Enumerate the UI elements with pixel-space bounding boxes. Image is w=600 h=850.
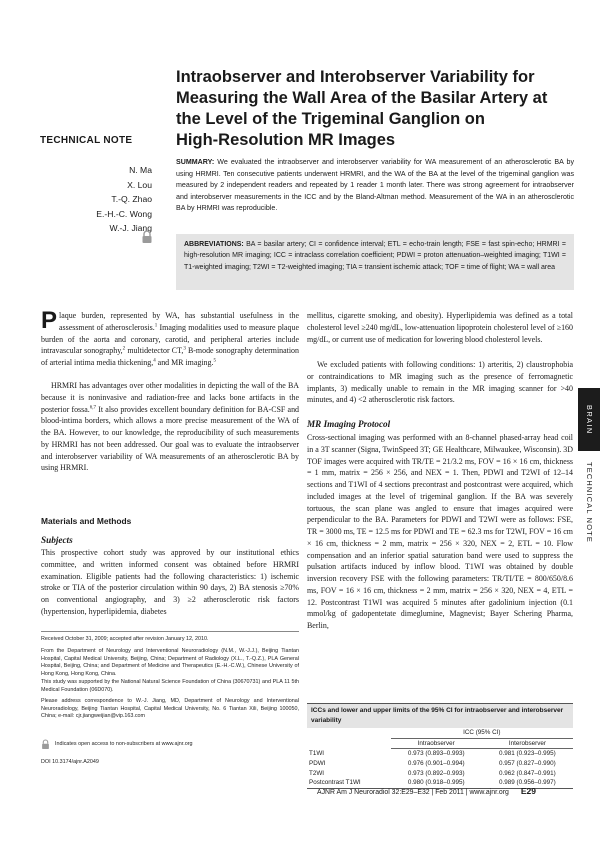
icc-table [307,703,573,789]
paragraph: Cross-sectional imaging was performed with an 8-channel phased-array head coil in a 3T scanner (Signa, TwinSpeed 3T; GE Healthcare, Milwaukee, Wisconsin). 3D TOF images were acquired with TR/TE = 21/3.2 ms, FOV = 16 × 16 cm, thickness = 1 mm, matrix = 256 × 256, and NEX = 1. Then, PDWI and T2WI of 12–14 sections and T1WI of 4 sections precontrast and postcontrast were acquired, which included images at the level of trigeminal ganglion. If the BA was severely tortuous, the scan plane was angled to ensure that images acquired were perpendicular to the BA. Parameters for PDWI and T2WI were as follows: FSE, TR = 3000 ms, TE = 12.5 ms for PDWI and TE = 62.3 ms for T2WI, FOV = 16 cm × 16 cm, thickness = 2 mm, matrix = 256 × 320, NEX = 2, ETL = 10. Flow compensation and an inferior spatial saturation band were used to suppress the pulsation artifacts induced by inflow blood. T1WI was obtained by double inversion recovery FSE with the following parameters: TR/TI/TE = 800/650/8.6 ms, FOV = 16 × 16 cm, thickness = 2 mm, matrix = 256 × 320, NEX = 4, ETL = 12. Postcontrast T1WI was acquired 5 minutes after gadolinium injection (0.1 mmol/kg of gadopentetate dimeglumine, Magnevist; Bayer Schering Pharma, Berlin, [307,433,573,630]
table-group-header: ICC (95% CI) [391,728,573,738]
summary-label: SUMMARY: [176,158,215,166]
page-number: E29 [520,786,536,796]
table-row [307,758,573,768]
footnote: Please address correspondence to W.-J. Jiang, MD, Department of Neurology and Interventional Neuroradiology, Beijing Tiantan Hospital, Capital Medical University, No. 6 Tiantan Xili, Beijing 100050, China; e-mail: cjr.jiangweijian@vip.163.com [41,698,299,720]
right-column-p1 [307,310,573,345]
ref: 3 [183,346,186,352]
ref: 4 [153,358,156,364]
table-cell: Postcontrast T1WI [307,778,391,788]
paragraph: We excluded patients with following conditions: 1) arteritis, 2) claustrophobia or contraindications to MR imaging such as the presence of ferromagnetic implants, 3) medically unable to remain in the MR imaging scanner for >40 minutes, and 4) <2 atherosclerotic risk factors. [307,360,573,405]
abbreviations-label: ABBREVIATIONS: [184,241,244,248]
summary-text: We evaluated the intraobserver and interobserver variability for WA measurement of an atherosclerotic BA by using HRMRI. Ten consecutive patients underwent HRMRI, and the WA of the BA at the level of the trigeminal ganglion was measured by 2 independent readers and repeated by 1 reader 1 month later. There was strong agreement for intraobserver and interobserver measurements in the ICC and by the Bland-Altman method. Measurement of the WA in an atherosclerotic BA by HRMRI was reproducible. [176,158,574,213]
author: N. Ma [129,165,152,175]
abbreviations-text: BA = basilar artery; CI = confidence interval; ETL = echo-train length; FSE = fast spin-echo; HRMRI = high-resolution MR imaging; ICC = intraclass correlation coefficient; PDWI = proton attenuation–weighted imaging; T1WI = T1-weighted imaging; T2WI = T2-weighted imaging; TIA = transient ischemic attack; TOF = time of flight; WA = wall area [184,241,566,271]
ref: 5 [213,358,216,364]
author: X. Lou [127,179,152,190]
title-line-2: Measuring the Wall Area of the Basilar Artery at [176,89,548,107]
table-body [307,728,573,789]
drop-cap: P [41,307,58,334]
intro-paragraph [41,307,299,369]
table-row [307,748,573,758]
intro-text: laque burden, represented by WA, has substantial usefulness in the assessment of atherosclerosis. [59,311,299,332]
paragraph-text: It also provides excellent boundary definition for BA-CSF and blood-intima borders, which allows a more precise measurement of the WA of the BA. However, to our knowledge, the reproducibility of such measurements by HRMRI has not been addressed. Our goal was to evaluate the intraobserver and interobserver variability of WA measurements of an atherosclerotic BA by using HRMRI. [41,404,300,473]
title-line-1: Intraobserver and Interobserver Variability for [176,68,535,86]
table-cell: T2WI [309,769,325,777]
table-cell: 0.981 (0.923–0.995) [499,749,556,757]
footnote-rule [41,631,299,632]
summary [176,157,574,215]
footnote: Received October 31, 2009; accepted after revision January 12, 2010. [41,636,209,642]
paragraph: This prospective cohort study was approved by our institutional ethics committee, and written informed consent was obtained before HRMRI examination. Eligible patients had the following characteristics: 1) ischemic stroke or TIA of the posterior circulation within 90 days, 2) BA stenosis ≥70% on conventional angiography, and 3) ≥2 atherosclerotic risk factors (hypertension, hyperlipidemia, diabetes [41,548,299,616]
author: T.-Q. Zhao [111,194,152,204]
table-col-header: Interobserver [482,738,573,748]
table-cell: PDWI [309,759,326,767]
table-cell: 0.989 (0.956–0.997) [482,778,573,788]
table-cell: 0.980 (0.918–0.995) [391,778,482,788]
page-footer [317,786,536,796]
intro-text: Imaging modalities used to measure plaque burden of the aorta and coronary, carotid, and peripheral arteries include intravascular sonography, [41,322,299,356]
table-col-header: Intraobserver [391,738,482,748]
table-cell: 0.957 (0.827–0.990) [499,759,556,767]
abbreviations-box [176,234,574,290]
table-cell: 0.962 (0.847–0.991) [499,769,556,777]
side-tab-technical-note: TECHNICAL NOTE [585,462,594,543]
article-title [176,67,571,151]
table-title: ICCs and lower and upper limits of the 95% CI for intraobserver and interobserver variability [307,703,573,728]
paragraph [41,380,299,474]
left-column-p2 [41,380,299,474]
section-label: TECHNICAL NOTE [40,135,133,146]
table-cell: 0.973 (0.893–0.993) [407,749,465,757]
intro-text: multidetector CT, [125,346,184,356]
open-access-note: Indicates open access to non-subscribers at www.ajnr.org [55,741,193,747]
title-line-4: High-Resolution MR Images [176,131,396,149]
right-column-p2 [307,359,573,406]
paragraph: mellitus, cigarette smoking, and obesity). Hyperlipidemia was defined as a total cholesterol level ≥240 mg/dL, low-attenuation lipoprotein cholesterol level of ≥160 mg/dL, or current use of medication for lowering blood cholesterol levels. [307,311,573,344]
protocol-heading: MR Imaging Protocol [307,419,391,429]
intro-text: and MR imaging. [155,358,214,367]
table-row [307,768,573,778]
methods-heading: Materials and Methods [41,516,132,526]
ref: 2 [122,346,126,352]
lock-icon [41,739,50,750]
lock-icon [141,230,153,244]
intro-text: B-mode sonography determination of arterial intima media thickening, [41,346,299,367]
right-column-p3 [307,432,573,632]
ref: 6,7 [89,404,96,410]
footnote: From the Department of Neurology and Interventional Neuroradiology (N.M., W.-J.J.), Beijing Tiantan Hospital, Capital Medical University, Beijing, China; Department of Radiology (X.L., T.-Q.Z.), PLA General Hospital, Beijing, China; and Department of Medicine and Therapeutics (E.-H.-C.W.), Chinese University of Hong Kong, Hong Kong, China. [41,648,299,677]
left-column-p3 [41,547,299,618]
side-tab-brain: BRAIN [585,405,594,435]
table-cell: T1WI [309,749,325,757]
journal-citation: AJNR Am J Neuroradiol 32:E29–E32 | Feb 2011 | www.ajnr.org [317,789,509,796]
table-cell: 0.973 (0.892–0.993) [407,769,465,777]
ref: 1 [154,323,158,329]
author: W.-J. Jiang [109,223,152,233]
author: E.-H.-C. Wong [96,208,152,219]
footnote: This study was supported by the National Natural Science Foundation of China (30670731) and PLA 11 5th Medical Foundation (06D070). [41,679,299,693]
paragraph-text: HRMRI has advantages over other modalities in depicting the wall of the BA because it is noninvasive and radiation-free and lacks bone artifacts in the posterior fossa. [41,381,299,414]
doi: DOI 10.3174/ajnr.A2049 [41,759,99,765]
table-cell: 0.976 (0.901–0.994) [407,759,465,767]
table-header-row [307,728,573,738]
table-header-row [307,738,573,748]
author-list [40,163,152,236]
subjects-heading: Subjects [41,535,73,545]
title-line-3: the Level of the Trigeminal Ganglion on [176,110,485,128]
